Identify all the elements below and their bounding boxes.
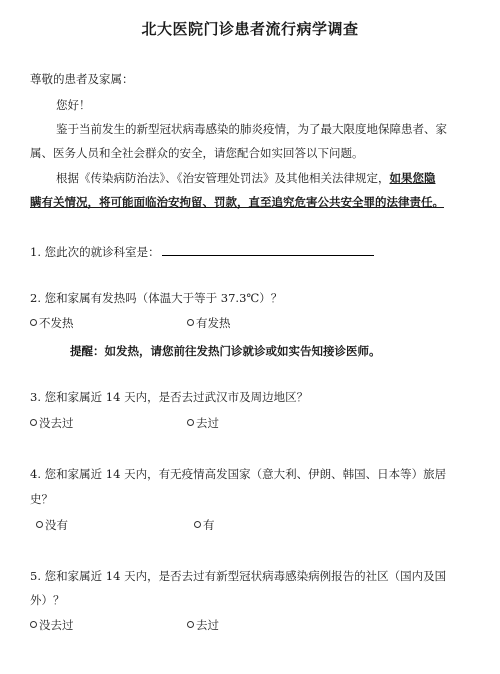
question-5-line-2: 外）？	[30, 593, 65, 607]
hello-text: 您好！	[56, 98, 91, 112]
fever-reminder: 提醒：如发热，请您前往发热门诊就诊或如实告知接诊医师。	[70, 344, 381, 358]
radio-icon[interactable]	[187, 319, 194, 326]
q3-option-label: 去过	[196, 416, 219, 430]
radio-icon[interactable]	[187, 419, 194, 426]
q4-option-no[interactable]	[36, 517, 68, 533]
q5-option-not-visited[interactable]	[30, 617, 74, 633]
law-warning-text: 如果您隐	[389, 171, 436, 185]
intro-line-1: 鉴于当前发生的新型冠状病毒感染的肺炎疫情，为了最大限度地保障患者、家	[56, 122, 447, 136]
q2-option-label: 不发热	[39, 316, 74, 330]
law-warning-line-2: 瞒有关情况，将可能面临治安拘留、罚款，直至追究危害公共安全罪的法律责任。	[30, 195, 444, 209]
q3-option-not-visited[interactable]	[30, 415, 74, 431]
q2-option-fever[interactable]	[187, 315, 231, 331]
intro-line-2: 属、医务人员和全社会群众的安全，请您配合如实回答以下问题。	[30, 146, 364, 160]
radio-icon[interactable]	[30, 319, 37, 326]
q2-option-label: 有发热	[196, 316, 231, 330]
q3-option-label: 没去过	[39, 416, 74, 430]
q4-option-label: 有	[203, 518, 215, 532]
greeting: 尊敬的患者及家属：	[30, 72, 134, 86]
q5-option-label: 去过	[196, 618, 219, 632]
radio-icon[interactable]	[30, 621, 37, 628]
radio-icon[interactable]	[187, 621, 194, 628]
question-1-text: 1. 您此次的就诊科室是：	[30, 245, 160, 259]
q5-option-visited[interactable]	[187, 617, 219, 633]
question-2-text: 2. 您和家属有发热吗（体温大于等于 37.3℃）？	[30, 291, 283, 305]
question-4-line-1: 4. 您和家属近 14 天内，有无疫情高发国家（意大利、伊朗、韩国、日本等）旅居	[30, 467, 447, 481]
q5-option-label: 没去过	[39, 618, 74, 632]
radio-icon[interactable]	[36, 521, 43, 528]
question-3-text: 3. 您和家属近 14 天内，是否去过武汉市及周边地区？	[30, 390, 309, 404]
radio-icon[interactable]	[30, 419, 37, 426]
q4-option-label: 没有	[45, 518, 68, 532]
q3-option-visited[interactable]	[187, 415, 219, 431]
radio-icon[interactable]	[194, 521, 201, 528]
q4-option-yes[interactable]	[194, 517, 215, 533]
q2-option-no-fever[interactable]	[30, 315, 74, 331]
question-1	[30, 244, 374, 260]
law-notice-text: 根据《传染病防治法》、《治安管理处罚法》及其他相关法律规定，	[56, 171, 390, 185]
page-title: 北大医院门诊患者流行病学调查	[141, 20, 359, 38]
law-notice-line-1	[56, 170, 436, 186]
question-5-line-1: 5. 您和家属近 14 天内，是否去过有新型冠状病毒感染病例报告的社区（国内及国	[30, 569, 447, 583]
department-blank-field[interactable]	[162, 244, 374, 256]
question-4-line-2: 史？	[30, 492, 53, 506]
